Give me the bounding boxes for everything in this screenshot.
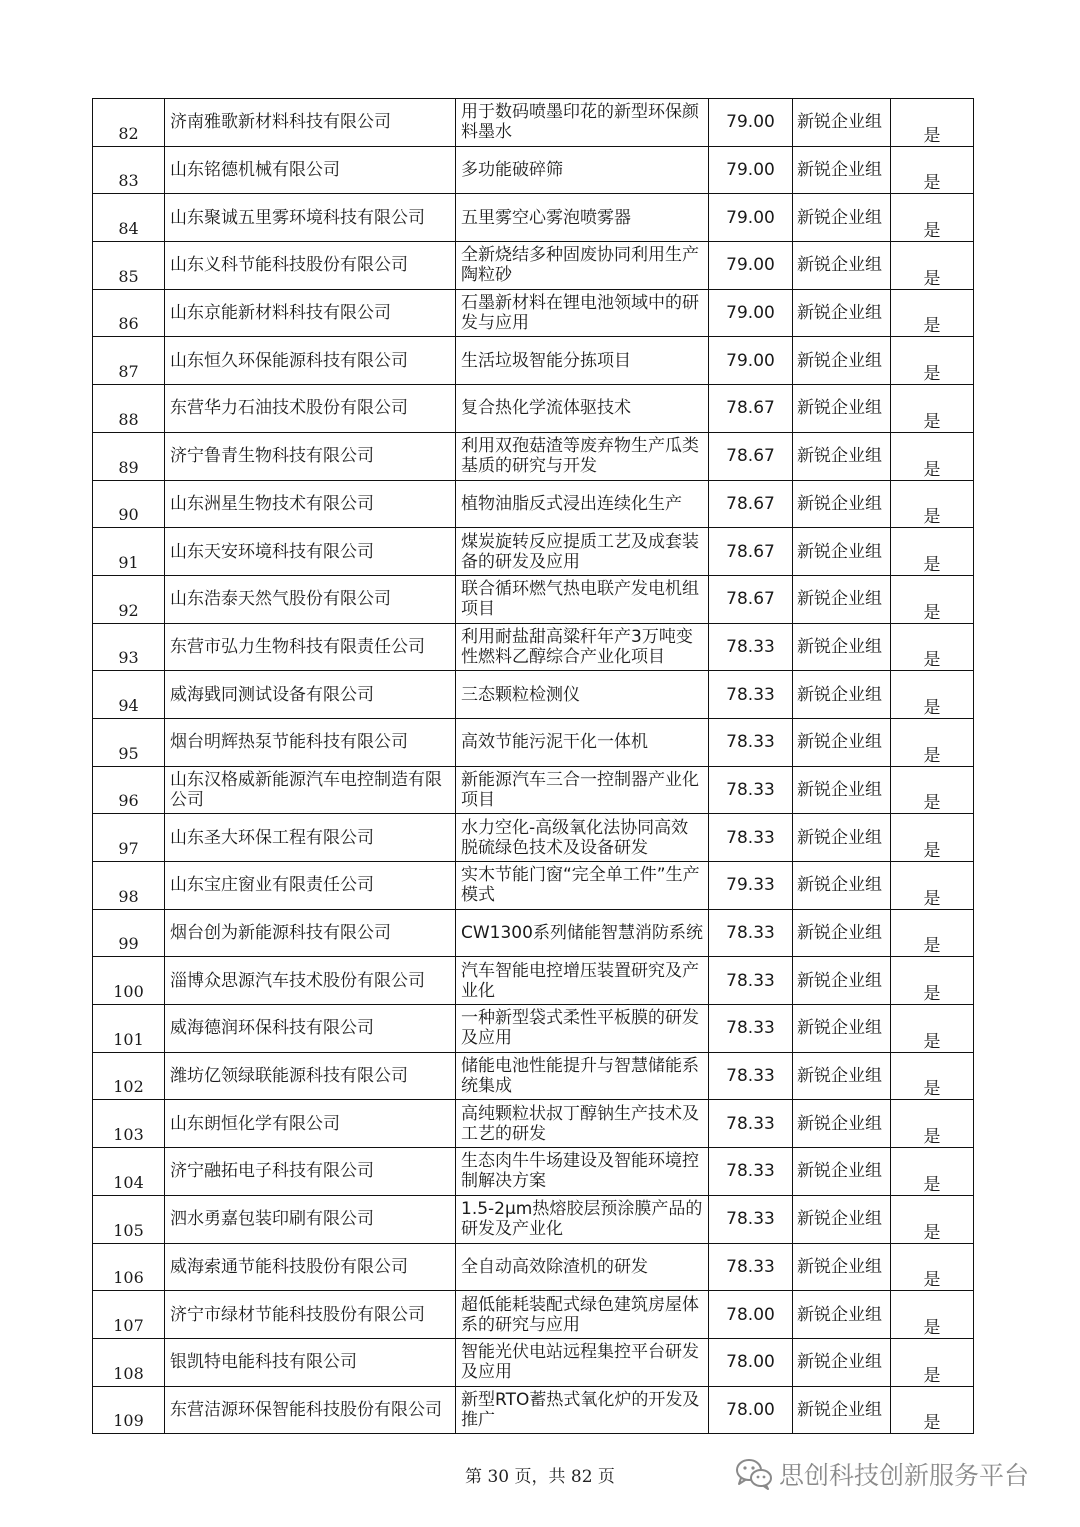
project-name-cell xyxy=(456,528,709,576)
company-name-cell xyxy=(165,1291,456,1339)
project-name-cell xyxy=(456,909,709,957)
company-name: 山东圣大环保工程有限公司 xyxy=(170,827,374,848)
company-name: 山东洲星生物技术有限公司 xyxy=(170,493,374,514)
project-name: 高效节能污泥干化一体机 xyxy=(461,732,648,753)
project-name: 利用双孢菇渣等废弃物生产瓜类基质的研究与开发 xyxy=(461,436,699,477)
table-row xyxy=(93,1100,974,1148)
group-name-cell: 新锐企业组 xyxy=(793,1052,891,1100)
project-name: 生活垃圾智能分拣项目 xyxy=(461,350,631,371)
score-cell: 79.33 xyxy=(709,862,793,910)
selected-flag-cell: 是 xyxy=(891,862,974,910)
company-name: 淄博众思源汽车技术股份有限公司 xyxy=(170,970,425,991)
score-cell: 79.00 xyxy=(709,242,793,290)
project-name-cell xyxy=(456,146,709,194)
project-name-cell xyxy=(456,1291,709,1339)
company-name: 山东铭德机械有限公司 xyxy=(170,160,340,181)
project-name-cell xyxy=(456,575,709,623)
company-name: 济宁融拓电子科技有限公司 xyxy=(170,1161,374,1182)
selected-flag-cell: 是 xyxy=(891,528,974,576)
project-name: 智能光伏电站远程集控平台研发及应用 xyxy=(461,1342,699,1383)
table-row xyxy=(93,337,974,385)
project-name: 三态颗粒检测仪 xyxy=(461,684,580,705)
score-cell: 79.00 xyxy=(709,337,793,385)
project-name: 1.5-2μm热熔胶层预涂膜产品的研发及产业化 xyxy=(461,1199,703,1240)
table-body xyxy=(93,99,974,1434)
row-number-cell: 87 xyxy=(93,337,165,385)
company-name-cell xyxy=(165,1243,456,1291)
company-name: 山东义科节能科技股份有限公司 xyxy=(170,255,408,276)
group-name-cell: 新锐企业组 xyxy=(793,766,891,814)
company-name-cell xyxy=(165,1148,456,1196)
row-number-cell: 101 xyxy=(93,1005,165,1053)
table-row xyxy=(93,957,974,1005)
selected-flag-cell: 是 xyxy=(891,146,974,194)
company-name-cell xyxy=(165,289,456,337)
score-cell: 78.00 xyxy=(709,1291,793,1339)
table-row xyxy=(93,718,974,766)
selected-flag-cell: 是 xyxy=(891,718,974,766)
company-name: 山东恒久环保能源科技有限公司 xyxy=(170,350,408,371)
group-name-cell: 新锐企业组 xyxy=(793,814,891,862)
company-name-cell xyxy=(165,528,456,576)
group-name-cell: 新锐企业组 xyxy=(793,1005,891,1053)
table-row xyxy=(93,528,974,576)
group-name-cell: 新锐企业组 xyxy=(793,1100,891,1148)
selected-flag-cell: 是 xyxy=(891,814,974,862)
company-name: 泗水勇嘉包装印刷有限公司 xyxy=(170,1209,374,1230)
group-name-cell: 新锐企业组 xyxy=(793,432,891,480)
group-name-cell: 新锐企业组 xyxy=(793,1195,891,1243)
table-row xyxy=(93,623,974,671)
group-name-cell: 新锐企业组 xyxy=(793,1338,891,1386)
group-name-cell: 新锐企业组 xyxy=(793,385,891,433)
table-row xyxy=(93,385,974,433)
table-row xyxy=(93,289,974,337)
project-name: 植物油脂反式浸出连续化生产 xyxy=(461,493,682,514)
page-number: 第 30 页，共 82 页 xyxy=(465,1467,615,1487)
score-cell: 78.00 xyxy=(709,1386,793,1434)
table-row xyxy=(93,1291,974,1339)
company-name: 东营市弘力生物科技有限责任公司 xyxy=(170,636,425,657)
selected-flag-cell: 是 xyxy=(891,575,974,623)
project-name: 高纯颗粒状叔丁醇钠生产技术及工艺的研发 xyxy=(461,1103,699,1144)
table-row xyxy=(93,909,974,957)
row-number-cell: 95 xyxy=(93,718,165,766)
watermark-text: 思创科技创新服务平台 xyxy=(779,1461,1030,1490)
group-name-cell: 新锐企业组 xyxy=(793,146,891,194)
score-cell: 78.33 xyxy=(709,1243,793,1291)
score-cell: 78.33 xyxy=(709,1052,793,1100)
company-name-cell xyxy=(165,1005,456,1053)
row-number-cell: 86 xyxy=(93,289,165,337)
wechat-icon xyxy=(735,1458,773,1490)
project-name: 水力空化-高级氧化法协同高效脱硫绿色技术及设备研发 xyxy=(461,817,689,858)
group-name-cell: 新锐企业组 xyxy=(793,528,891,576)
company-name-cell xyxy=(165,766,456,814)
project-name-cell xyxy=(456,242,709,290)
row-number-cell: 106 xyxy=(93,1243,165,1291)
score-cell: 78.67 xyxy=(709,432,793,480)
row-number-cell: 104 xyxy=(93,1148,165,1196)
project-name-cell xyxy=(456,289,709,337)
project-name: 用于数码喷墨印花的新型环保颜料墨水 xyxy=(461,102,699,143)
project-name: 煤炭旋转反应提质工艺及成套装备的研发及应用 xyxy=(461,531,699,572)
project-name-cell xyxy=(456,862,709,910)
table-row xyxy=(93,432,974,480)
group-name-cell: 新锐企业组 xyxy=(793,1291,891,1339)
table-row xyxy=(93,1148,974,1196)
selected-flag-cell: 是 xyxy=(891,957,974,1005)
company-name-cell xyxy=(165,814,456,862)
row-number-cell: 90 xyxy=(93,480,165,528)
table-row xyxy=(93,575,974,623)
row-number-cell: 105 xyxy=(93,1195,165,1243)
company-name-cell xyxy=(165,432,456,480)
score-cell: 78.33 xyxy=(709,623,793,671)
selected-flag-cell: 是 xyxy=(891,766,974,814)
project-name-cell xyxy=(456,1052,709,1100)
company-name-cell xyxy=(165,862,456,910)
company-name: 烟台明辉热泵节能科技有限公司 xyxy=(170,732,408,753)
row-number-cell: 108 xyxy=(93,1338,165,1386)
row-number-cell: 84 xyxy=(93,194,165,242)
score-cell: 78.33 xyxy=(709,766,793,814)
selected-flag-cell: 是 xyxy=(891,480,974,528)
score-cell: 78.33 xyxy=(709,1100,793,1148)
row-number-cell: 93 xyxy=(93,623,165,671)
project-name: 实木节能门窗“完全单工件”生产模式 xyxy=(461,865,700,906)
company-name-cell xyxy=(165,242,456,290)
company-name: 济南雅歌新材料科技有限公司 xyxy=(170,112,391,133)
selected-flag-cell: 是 xyxy=(891,1100,974,1148)
project-name: 全自动高效除渣机的研发 xyxy=(461,1256,648,1277)
score-cell: 78.67 xyxy=(709,385,793,433)
group-name-cell: 新锐企业组 xyxy=(793,623,891,671)
project-name-cell xyxy=(456,1005,709,1053)
company-name: 山东浩泰天然气股份有限公司 xyxy=(170,589,391,610)
project-name-cell xyxy=(456,957,709,1005)
row-number-cell: 96 xyxy=(93,766,165,814)
score-cell: 78.67 xyxy=(709,575,793,623)
company-name-cell xyxy=(165,1052,456,1100)
row-number-cell: 107 xyxy=(93,1291,165,1339)
group-name-cell: 新锐企业组 xyxy=(793,242,891,290)
project-name: 汽车智能电控增压装置研究及产业化 xyxy=(461,960,699,1001)
group-name-cell: 新锐企业组 xyxy=(793,862,891,910)
company-name-cell xyxy=(165,1338,456,1386)
company-name-cell xyxy=(165,718,456,766)
selected-flag-cell: 是 xyxy=(891,289,974,337)
project-name-cell xyxy=(456,337,709,385)
selected-flag-cell: 是 xyxy=(891,671,974,719)
project-name-cell xyxy=(456,814,709,862)
company-name: 威海索通节能科技股份有限公司 xyxy=(170,1256,408,1277)
project-name: 一种新型袋式柔性平板膜的研发及应用 xyxy=(461,1008,699,1049)
group-name-cell: 新锐企业组 xyxy=(793,480,891,528)
project-name: 五里雾空心雾泡喷雾器 xyxy=(461,207,631,228)
score-cell: 78.33 xyxy=(709,718,793,766)
company-name: 山东天安环境科技有限公司 xyxy=(170,541,374,562)
group-name-cell: 新锐企业组 xyxy=(793,1148,891,1196)
table-row xyxy=(93,1195,974,1243)
company-name-cell xyxy=(165,146,456,194)
project-name-cell xyxy=(456,1100,709,1148)
project-name-cell xyxy=(456,1338,709,1386)
row-number-cell: 85 xyxy=(93,242,165,290)
company-name-cell xyxy=(165,671,456,719)
company-name: 东营洁源环保智能科技股份有限公司 xyxy=(170,1399,442,1420)
company-name-cell xyxy=(165,575,456,623)
group-name-cell: 新锐企业组 xyxy=(793,1386,891,1434)
table-row xyxy=(93,99,974,147)
score-cell: 78.33 xyxy=(709,814,793,862)
row-number-cell: 100 xyxy=(93,957,165,1005)
project-name-cell xyxy=(456,766,709,814)
selected-flag-cell: 是 xyxy=(891,1005,974,1053)
project-name: CW1300系列储能智慧消防系统 xyxy=(461,923,703,944)
company-name-cell xyxy=(165,1195,456,1243)
company-name: 烟台创为新能源科技有限公司 xyxy=(170,923,391,944)
selected-flag-cell: 是 xyxy=(891,194,974,242)
company-name: 潍坊亿领绿联能源科技有限公司 xyxy=(170,1066,408,1087)
project-name: 多功能破碎筛 xyxy=(461,160,563,181)
company-name: 山东朗恒化学有限公司 xyxy=(170,1113,340,1134)
watermark xyxy=(735,1456,1029,1492)
project-name-cell xyxy=(456,1386,709,1434)
project-name-cell xyxy=(456,623,709,671)
selected-flag-cell: 是 xyxy=(891,1386,974,1434)
table-row xyxy=(93,1386,974,1434)
table-row xyxy=(93,146,974,194)
company-name: 济宁鲁青生物科技有限公司 xyxy=(170,446,374,467)
score-cell: 78.67 xyxy=(709,528,793,576)
project-name: 生态肉牛牛场建设及智能环境控制解决方案 xyxy=(461,1151,699,1192)
project-name-cell xyxy=(456,1148,709,1196)
company-name-cell xyxy=(165,337,456,385)
company-name: 山东汉格威新能源汽车电控制造有限公司 xyxy=(170,769,442,810)
table-row xyxy=(93,671,974,719)
table-row xyxy=(93,480,974,528)
project-name: 利用耐盐甜高粱秆年产3万吨变性燃料乙醇综合产业化项目 xyxy=(461,626,693,667)
score-cell: 78.33 xyxy=(709,909,793,957)
company-name-cell xyxy=(165,957,456,1005)
table-row xyxy=(93,194,974,242)
company-name-cell xyxy=(165,385,456,433)
group-name-cell: 新锐企业组 xyxy=(793,194,891,242)
row-number-cell: 88 xyxy=(93,385,165,433)
row-number-cell: 83 xyxy=(93,146,165,194)
row-number-cell: 82 xyxy=(93,99,165,147)
score-cell: 78.33 xyxy=(709,1005,793,1053)
project-name-cell xyxy=(456,1243,709,1291)
score-cell: 79.00 xyxy=(709,146,793,194)
project-name: 石墨新材料在锂电池领域中的研发与应用 xyxy=(461,293,699,334)
company-name-cell xyxy=(165,909,456,957)
score-cell: 78.33 xyxy=(709,1148,793,1196)
score-cell: 78.00 xyxy=(709,1338,793,1386)
selected-flag-cell: 是 xyxy=(891,1148,974,1196)
results-table xyxy=(92,98,974,1434)
table-row xyxy=(93,1338,974,1386)
row-number-cell: 99 xyxy=(93,909,165,957)
project-name-cell xyxy=(456,718,709,766)
company-name: 东营华力石油技术股份有限公司 xyxy=(170,398,408,419)
selected-flag-cell: 是 xyxy=(891,242,974,290)
project-name: 全新烧结多种固废协同利用生产陶粒砂 xyxy=(461,245,699,286)
project-name: 超低能耗装配式绿色建筑房屋体系的研究与应用 xyxy=(461,1294,699,1335)
company-name-cell xyxy=(165,480,456,528)
project-name-cell xyxy=(456,480,709,528)
group-name-cell: 新锐企业组 xyxy=(793,909,891,957)
project-name: 新型RTO蓄热式氧化炉的开发及推广 xyxy=(461,1389,700,1430)
company-name-cell xyxy=(165,1100,456,1148)
row-number-cell: 89 xyxy=(93,432,165,480)
score-cell: 78.33 xyxy=(709,957,793,1005)
selected-flag-cell: 是 xyxy=(891,909,974,957)
project-name-cell xyxy=(456,671,709,719)
selected-flag-cell: 是 xyxy=(891,432,974,480)
company-name: 山东聚诚五里雾环境科技有限公司 xyxy=(170,207,425,228)
project-name-cell xyxy=(456,99,709,147)
table-row xyxy=(93,1005,974,1053)
row-number-cell: 102 xyxy=(93,1052,165,1100)
project-name-cell xyxy=(456,385,709,433)
selected-flag-cell: 是 xyxy=(891,1338,974,1386)
selected-flag-cell: 是 xyxy=(891,385,974,433)
company-name: 威海德润环保科技有限公司 xyxy=(170,1018,374,1039)
project-name-cell xyxy=(456,194,709,242)
group-name-cell: 新锐企业组 xyxy=(793,957,891,1005)
score-cell: 79.00 xyxy=(709,194,793,242)
selected-flag-cell: 是 xyxy=(891,1052,974,1100)
group-name-cell: 新锐企业组 xyxy=(793,337,891,385)
group-name-cell: 新锐企业组 xyxy=(793,671,891,719)
company-name: 山东京能新材料科技有限公司 xyxy=(170,303,391,324)
company-name-cell xyxy=(165,1386,456,1434)
selected-flag-cell: 是 xyxy=(891,99,974,147)
group-name-cell: 新锐企业组 xyxy=(793,575,891,623)
project-name: 联合循环燃气热电联产发电机组项目 xyxy=(461,579,699,620)
row-number-cell: 91 xyxy=(93,528,165,576)
project-name: 新能源汽车三合一控制器产业化项目 xyxy=(461,769,699,810)
table-row xyxy=(93,766,974,814)
row-number-cell: 98 xyxy=(93,862,165,910)
score-cell: 79.00 xyxy=(709,289,793,337)
group-name-cell: 新锐企业组 xyxy=(793,99,891,147)
score-cell: 78.33 xyxy=(709,1195,793,1243)
project-name: 储能电池性能提升与智慧储能系统集成 xyxy=(461,1056,699,1097)
selected-flag-cell: 是 xyxy=(891,1195,974,1243)
row-number-cell: 109 xyxy=(93,1386,165,1434)
company-name: 山东宝庄窗业有限责任公司 xyxy=(170,875,374,896)
table-row xyxy=(93,242,974,290)
table-row xyxy=(93,1052,974,1100)
company-name-cell xyxy=(165,99,456,147)
score-cell: 79.00 xyxy=(709,99,793,147)
company-name-cell xyxy=(165,623,456,671)
row-number-cell: 92 xyxy=(93,575,165,623)
project-name-cell xyxy=(456,1195,709,1243)
row-number-cell: 97 xyxy=(93,814,165,862)
table-row xyxy=(93,1243,974,1291)
selected-flag-cell: 是 xyxy=(891,623,974,671)
score-cell: 78.33 xyxy=(709,671,793,719)
project-name: 复合热化学流体驱技术 xyxy=(461,398,631,419)
row-number-cell: 103 xyxy=(93,1100,165,1148)
project-name-cell xyxy=(456,432,709,480)
selected-flag-cell: 是 xyxy=(891,337,974,385)
score-cell: 78.67 xyxy=(709,480,793,528)
row-number-cell: 94 xyxy=(93,671,165,719)
selected-flag-cell: 是 xyxy=(891,1243,974,1291)
company-name: 银凯特电能科技有限公司 xyxy=(170,1352,357,1373)
group-name-cell: 新锐企业组 xyxy=(793,1243,891,1291)
group-name-cell: 新锐企业组 xyxy=(793,718,891,766)
selected-flag-cell: 是 xyxy=(891,1291,974,1339)
company-name: 济宁市绿材节能科技股份有限公司 xyxy=(170,1304,425,1325)
company-name: 威海戥同测试设备有限公司 xyxy=(170,684,374,705)
table-row xyxy=(93,814,974,862)
company-name-cell xyxy=(165,194,456,242)
group-name-cell: 新锐企业组 xyxy=(793,289,891,337)
table-row xyxy=(93,862,974,910)
